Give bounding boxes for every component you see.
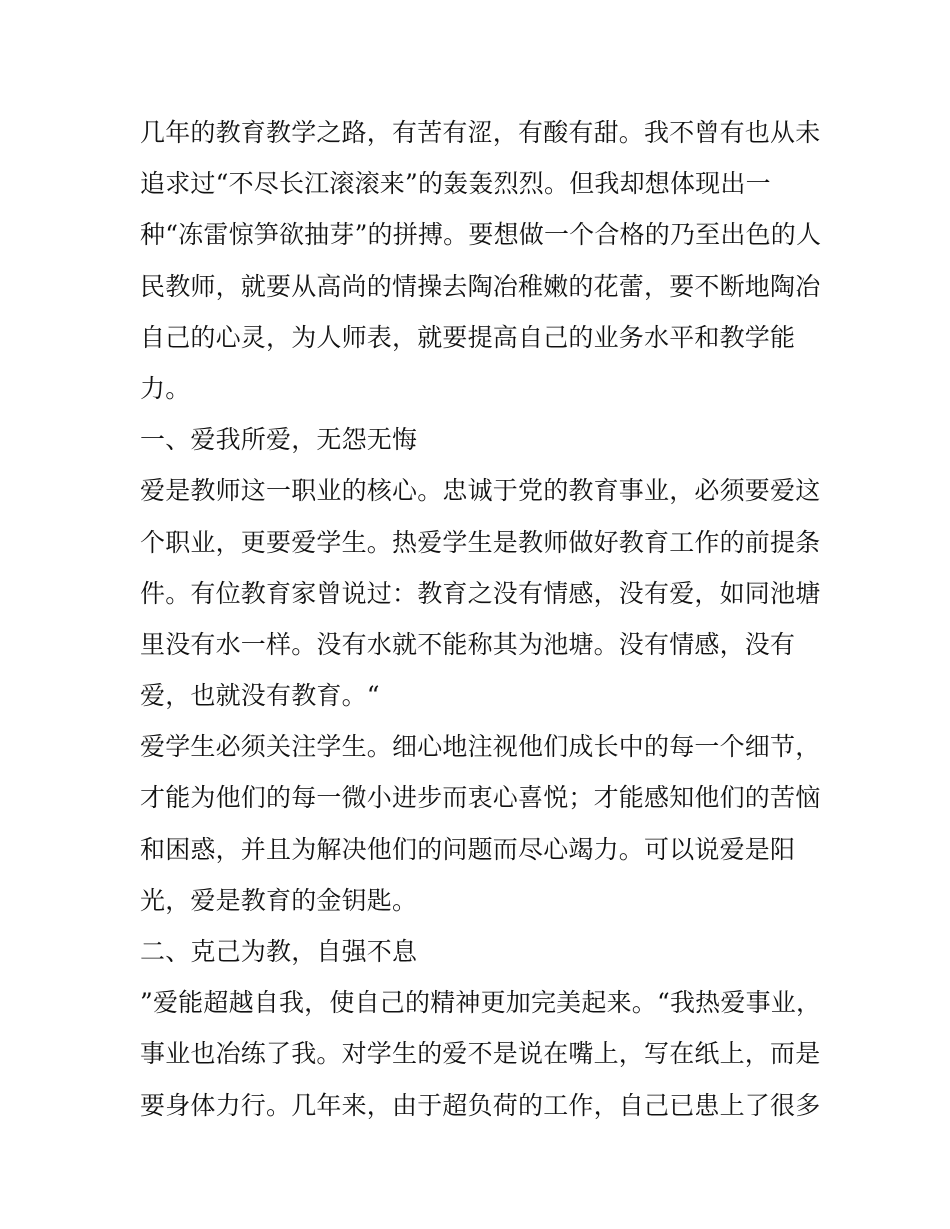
text-line: 光，爱是教育的金钥匙。	[140, 885, 418, 915]
text-line: 个职业，更要爱学生。热爱学生是教师做好教育工作的前提条	[140, 527, 821, 557]
text-line: 力。	[140, 373, 191, 403]
text-line: 件。有位教育家曾说过：教育之没有情感，没有爱，如同池塘	[140, 578, 821, 608]
document-body	[140, 107, 820, 1131]
text-line: ”爱能超越自我，使自己的精神更加完美起来。“我热爱事业，	[140, 988, 822, 1018]
text-line: 民教师，就要从高尚的情操去陶冶稚嫩的花蕾，要不断地陶冶	[140, 271, 821, 301]
text-line: 事业也冶练了我。对学生的爱不是说在嘴上，写在纸上，而是	[140, 1039, 821, 1069]
text-line: 要身体力行。几年来，由于超负荷的工作，自己已患上了很多	[140, 1090, 821, 1120]
text-line: 爱，也就没有教育。“	[140, 681, 380, 711]
section-heading: 二、克己为教，自强不息	[140, 937, 418, 966]
text-line: 和困惑，并且为解决他们的问题而尽心竭力。可以说爱是阳	[140, 834, 796, 864]
text-line: 几年的教育教学之路，有苦有涩，有酸有甜。我不曾有也从未	[140, 118, 821, 147]
text-line: 自己的心灵，为人师表，就要提高自己的业务水平和教学能	[140, 322, 796, 352]
section-heading: 一、爱我所爱，无怨无悔	[140, 425, 418, 455]
text-line: 爱学生必须关注学生。细心地注视他们成长中的每一个细节，	[140, 732, 821, 762]
text-line: 才能为他们的每一微小进步而衷心喜悦；才能感知他们的苦恼	[140, 783, 821, 813]
text-line: 追求过“不尽长江滚滚来”的轰轰烈烈。但我却想体现出一	[140, 169, 771, 199]
text-line: 种“冻雷惊笋欲抽芽”的拼搏。要想做一个合格的乃至出色的人	[140, 220, 822, 250]
text-line: 爱是教师这一职业的核心。忠诚于党的教育事业，必须要爱这	[140, 476, 821, 506]
text-line: 里没有水一样。没有水就不能称其为池塘。没有情感，没有	[140, 629, 796, 659]
